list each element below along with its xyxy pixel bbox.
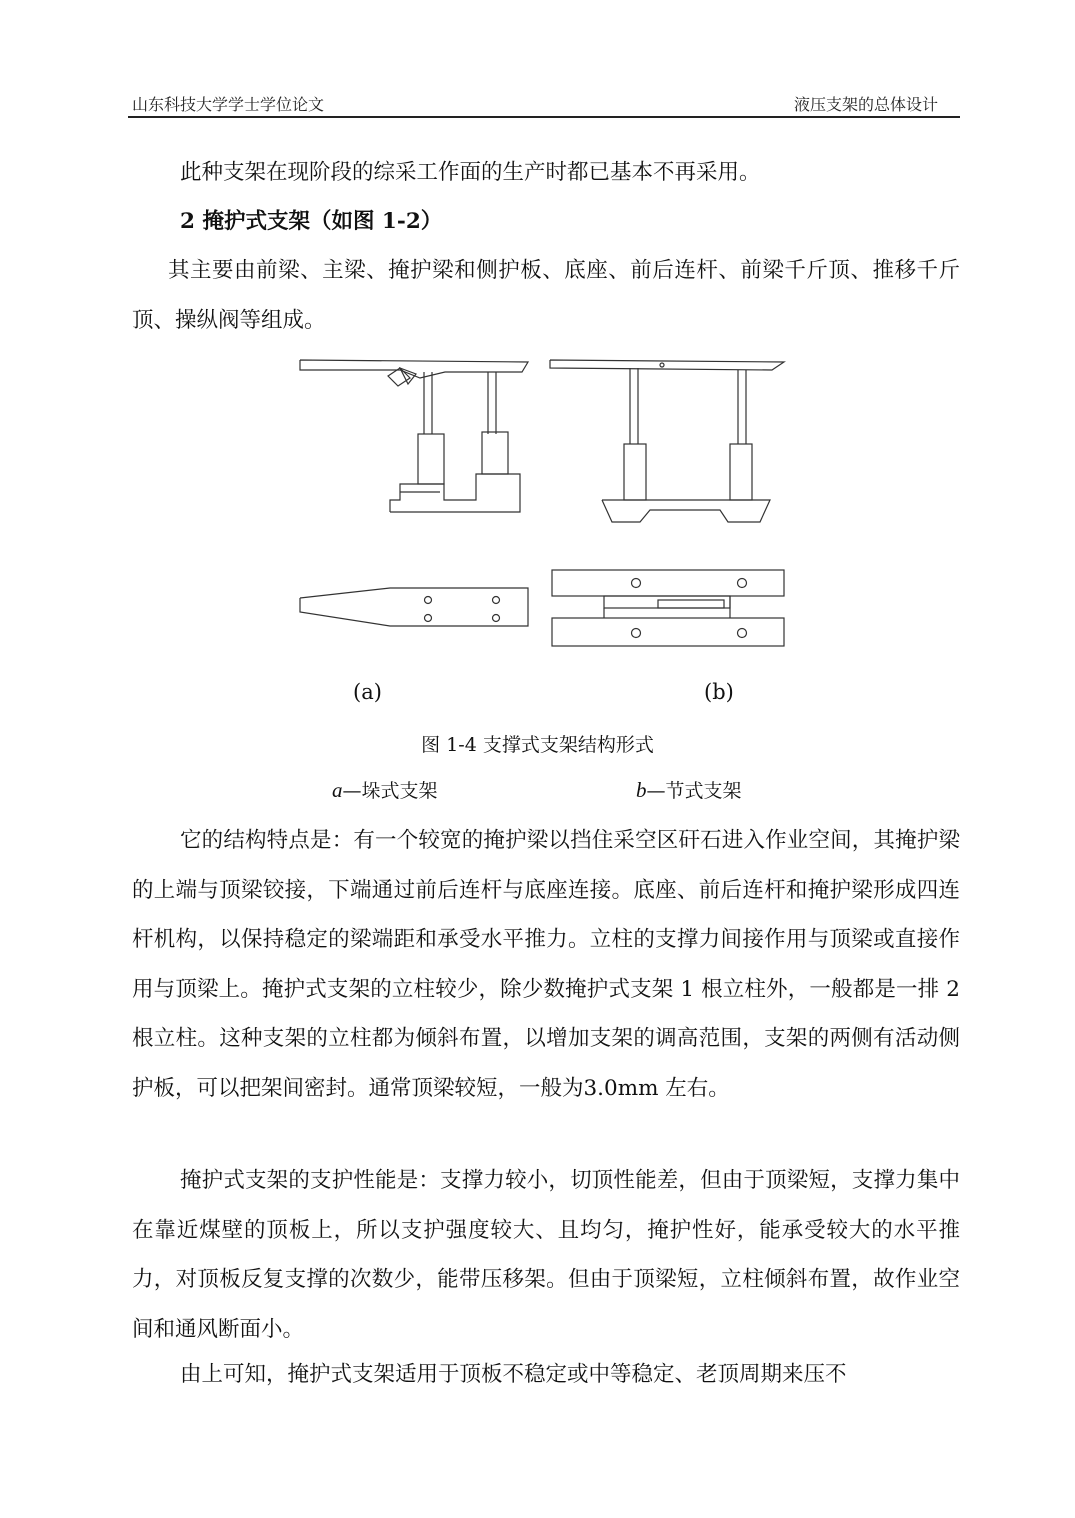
figure-caption: 图 1-4 支撑式支架结构形式 [421, 734, 654, 756]
support-structure-figure [290, 350, 790, 650]
paragraph-4: 掩护式支架的支护性能是：支撑力较小，切顶性能差，但由于顶梁短，支撑力集中在靠近煤壁的顶板上，所以支护强度较大、且均匀，掩护性好，能承受较大的水平推力，对顶板反复支撑的次数少，能带压移架。但由于顶梁短，立柱倾斜布置，故作业空间和通风断面小。 [132, 1168, 960, 1342]
header-left: 山东科技大学学士学位论文 [132, 95, 325, 114]
legend-a-text: —垛式支架 [342, 780, 438, 802]
paragraph-3: 它的结构特点是：有一个较宽的掩护梁以挡住采空区矸石进入作业空间，其掩护梁的上端与顶梁铰接，下端通过前后连杆与底座连接。底座、前后连杆和掩护梁形成四连杆机构，以保持稳定的梁端距和承受水平推力。立柱的支撑力间接作用与顶梁或直接作用与顶梁上。掩护式支架的立柱较少，除少数掩护式支架 1 根立柱外，一般都是一排 2 根立柱。这种支架的立柱都为倾斜布置，以增加支架的调高范围，支架的两侧有活动侧护板，可以把架间密封。通常顶梁较短，一般为3.0mm 左右。 [132, 828, 960, 1101]
legend-a-letter: a [332, 778, 343, 802]
page-header [128, 90, 960, 118]
figure-b-plan-view [552, 570, 784, 646]
paragraph-5: 由上可知，掩护式支架适用于顶板不稳定或中等稳定、老顶周期来压不 [180, 1362, 847, 1387]
figure-a-plan-view [300, 588, 528, 626]
figure-a-side-view [300, 360, 528, 512]
figure-legend-a [332, 776, 438, 803]
legend-b-letter: b [636, 778, 647, 802]
paragraph-2: 其主要由前梁、主梁、掩护梁和侧护板、底座、前后连杆、前梁千斤顶、推移千斤顶、操纵阀等组成。 [132, 258, 960, 333]
paragraph-1: 此种支架在现阶段的综采工作面的生产时都已基本不再采用。 [180, 160, 761, 185]
figure-label-a: (a) [353, 680, 382, 704]
header-right: 液压支架的总体设计 [793, 95, 938, 114]
section-heading: 2 掩护式支架（如图 1-2） [180, 209, 443, 234]
figure-b-side-view [550, 360, 784, 522]
figure-label-b: (b) [704, 680, 734, 704]
figure-legend-b [636, 776, 742, 803]
legend-b-text: —节式支架 [646, 780, 742, 802]
